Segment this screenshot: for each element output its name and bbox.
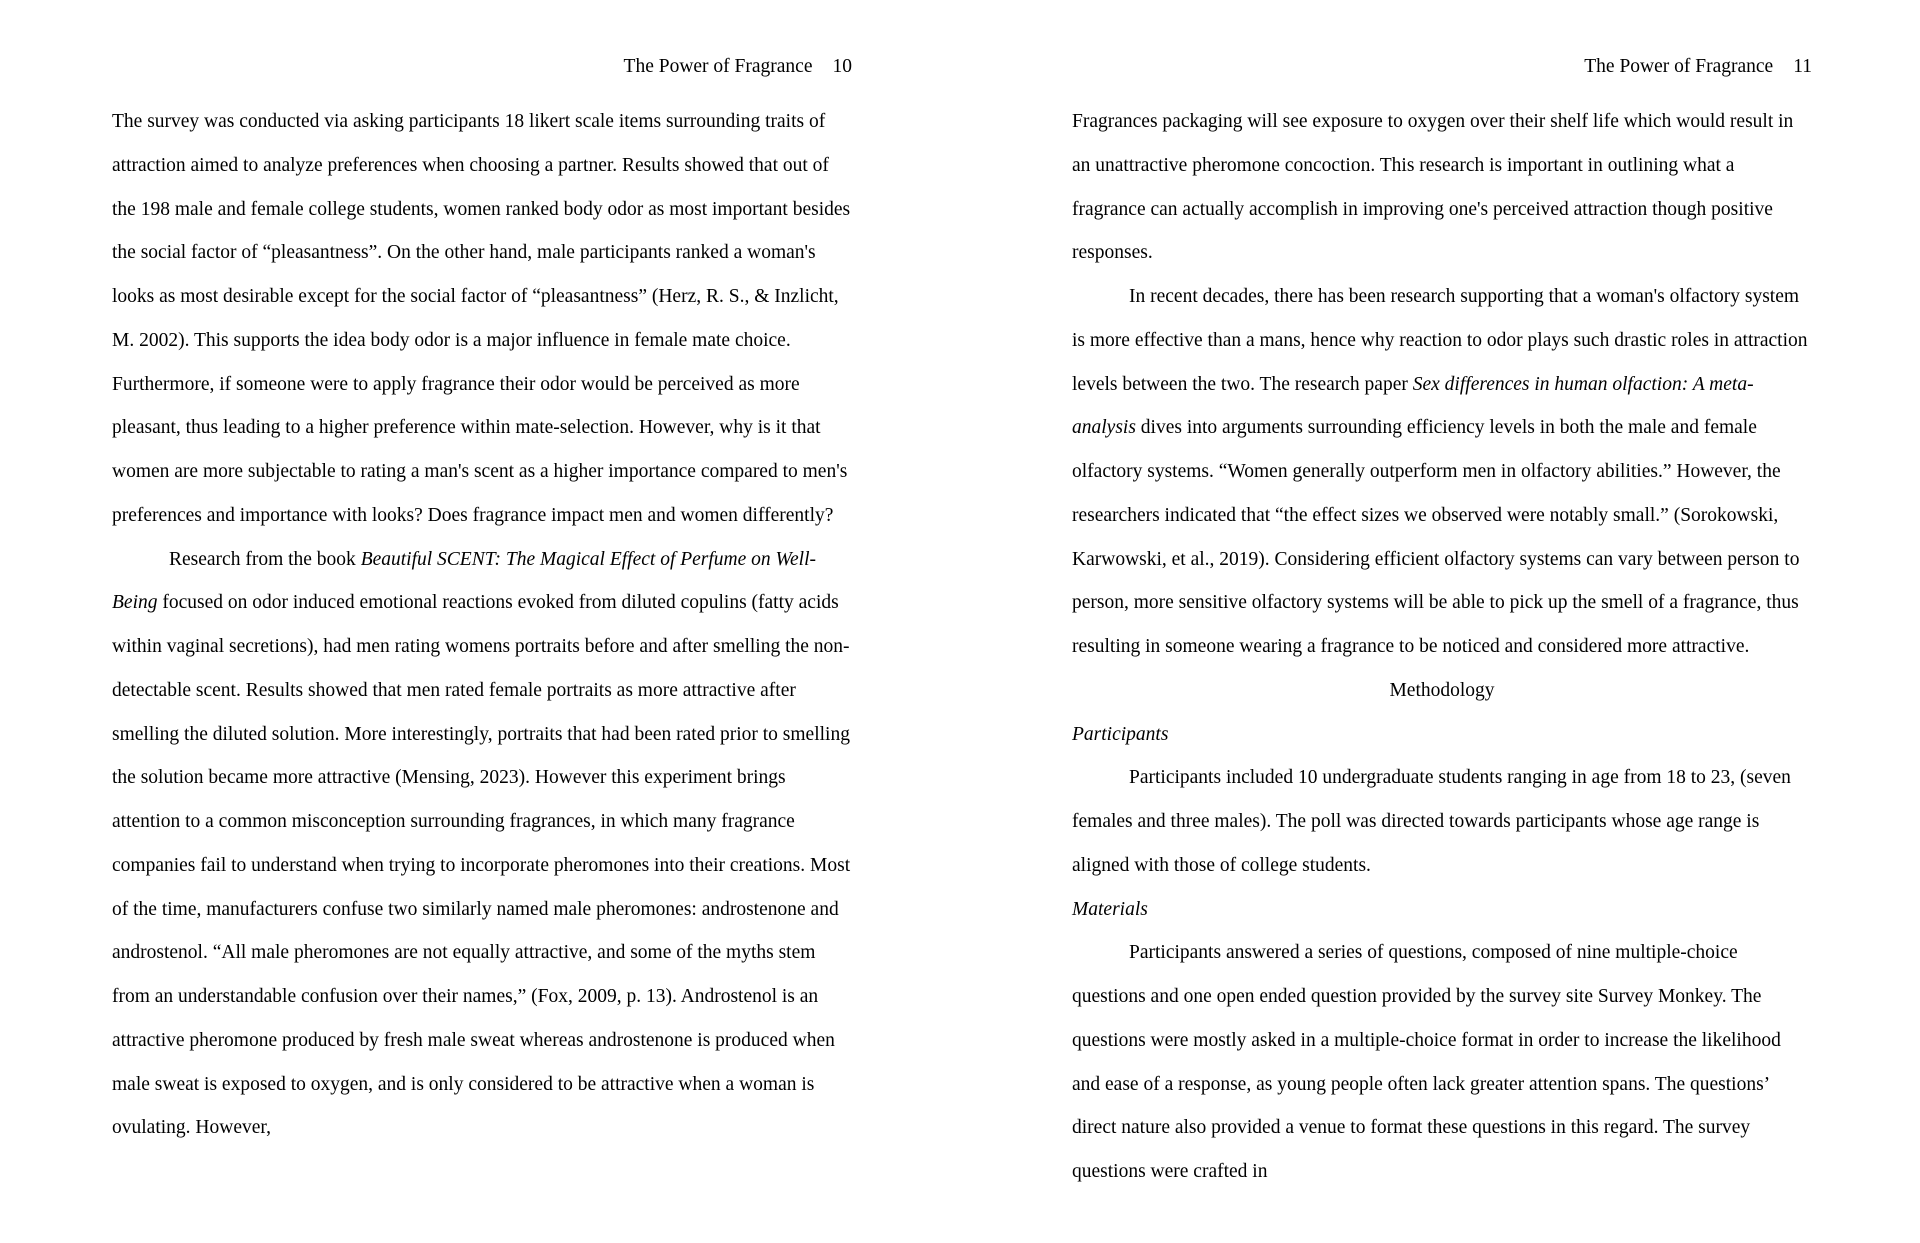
page-number: 10 bbox=[832, 56, 852, 77]
section-heading-methodology: Methodology bbox=[1389, 679, 1495, 701]
body-text bbox=[112, 100, 852, 1150]
paragraph-text: Research from the book bbox=[169, 548, 361, 570]
running-head-title: The Power of Fragrance bbox=[1584, 56, 1774, 77]
paragraph-text: dives into arguments surrounding efficiency levels in both the male and female olfactory systems. “Women generally outperform men in olfactory abilities.” However, the researchers indicated that “the effect sizes we observed were notably small.” (Sorokowski, Karwowski, et al., 2019). Considering efficient olfactory systems can vary between person to person, more sensitive olfactory systems will be able to pick up the smell of a fragrance, thus resulting in someone wearing a fragrance to be noticed and considered more attractive. bbox=[1072, 417, 1800, 657]
book-title: Beautiful SCENT: The Magical Effect of Perfume on Well-Being bbox=[112, 548, 816, 614]
paragraph: The survey was conducted via asking participants 18 likert scale items surrounding traits of attraction aimed to analyze preferences when choosing a partner. Results showed that out of the 198 male and female college students, women ranked body odor as most important besides the social factor of “pleasantness”. On the other hand, male participants ranked a woman's looks as most desirable except for the social factor of “pleasantness” (Herz, R. S., & Inzlicht, M. 2002). This supports the idea body odor is a major influence in female mate choice. Furthermore, if someone were to apply fragrance their odor would be perceived as more pleasant, thus leading to a higher preference within mate-selection. However, why is it that women are more subjectable to rating a man's scent as a higher importance compared to men's preferences and importance with looks? Does fragrance impact men and women differently? bbox=[112, 111, 851, 526]
paragraph: Participants answered a series of questions, composed of nine multiple-choice questions and one open ended question provided by the survey site Survey Monkey. The questions were mostly asked in a multiple-choice format in order to increase the likelihood and ease of a response, as young people often lack greater attention spans. The questions’ direct nature also provided a venue to format these questions in this regard. The survey questions were crafted in bbox=[1072, 942, 1781, 1182]
subheading-participants: Participants bbox=[1072, 723, 1169, 745]
subheading-materials: Materials bbox=[1072, 898, 1148, 920]
paragraph bbox=[1072, 275, 1812, 669]
paragraph: Fragrances packaging will see exposure to oxygen over their shelf life which would result in an unattractive pheromone concoction. This research is important in outlining what a fragrance can actually accomplish in improving one's perceived attraction though positive responses. bbox=[1072, 111, 1794, 264]
paragraph bbox=[112, 538, 852, 1151]
running-head bbox=[624, 56, 852, 78]
page-number: 11 bbox=[1793, 56, 1812, 77]
running-head bbox=[1584, 56, 1812, 78]
paragraph-text: focused on odor induced emotional reactions evoked from diluted copulins (fatty acids within vaginal secretions), had men rating womens portraits before and after smelling the non-detectable scent. Results showed that men rated female portraits as more attractive after smelling the diluted solution. More interestingly, portraits that had been rated prior to smelling the solution became more attractive (Mensing, 2023). However this experiment brings attention to a common misconception surrounding fragrances, in which many fragrance companies fail to understand when trying to incorporate pheromones into their creations. Most of the time, manufacturers confuse two similarly named male pheromones: androstenone and androstenol. “All male pheromones are not equally attractive, and some of the myths stem from an understandable confusion over their names,” (Fox, 2009, p. 13). Androstenol is an attractive pheromone produced by fresh male sweat whereas androstenone is produced when male sweat is exposed to oxygen, and is only considered to be attractive when a woman is ovulating. However, bbox=[112, 592, 851, 1139]
paper-title: Sex differences in human olfaction: A meta-analysis bbox=[1072, 373, 1754, 439]
paragraph-text: In recent decades, there has been research supporting that a woman's olfactory system is more effective than a mans, hence why reaction to odor plays such drastic roles in attraction levels between the two. The research paper bbox=[1072, 286, 1808, 395]
paragraph: Participants included 10 undergraduate students ranging in age from 18 to 23, (seven females and three males). The poll was directed towards participants whose age range is aligned with those of college students. bbox=[1072, 767, 1791, 876]
body-text bbox=[1072, 100, 1812, 1194]
running-head-title: The Power of Fragrance bbox=[623, 56, 813, 77]
document-page-right bbox=[960, 0, 1920, 1243]
